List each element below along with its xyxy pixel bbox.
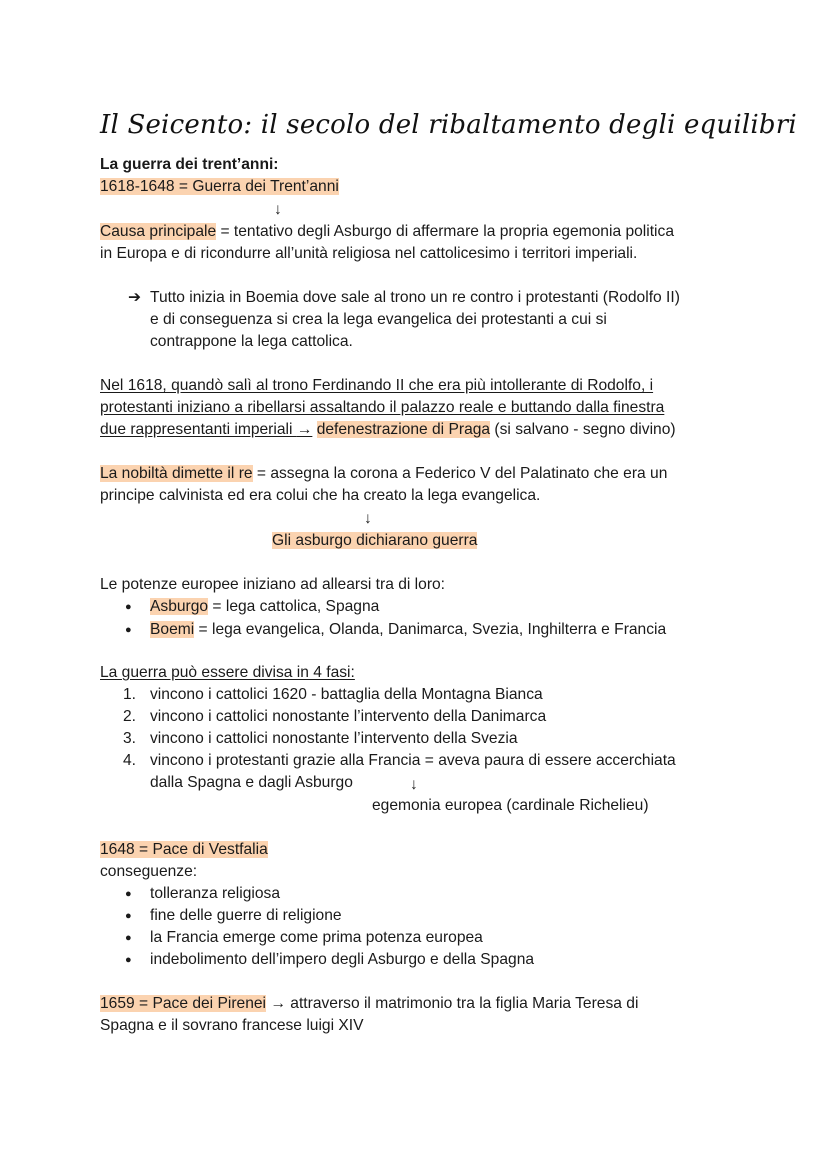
consequences-label: conseguenze: [100,863,198,880]
war-dates-highlight: 1618-1648 = Guerra dei Trent’anni [100,178,339,195]
arrow-right-icon: → [270,995,286,1012]
ferdinand-text-3: due rappresentanti imperiali [100,421,297,438]
defenestration-label: defenestrazione di Praga [316,421,491,438]
peace-pyrenees-line-1 [100,993,638,1015]
peace-pyrenees-highlight: 1659 = Pace dei Pirenei [100,995,267,1012]
phase-number: 2. [123,708,137,725]
nobility-line-1 [100,463,667,485]
bullet-dot-icon: ● [125,954,132,966]
defenestration-note: (si salvano - segno divino) [490,421,676,438]
phases-intro: La guerra può essere divisa in 4 fasi: [100,664,355,681]
bohemia-line-2: e di conseguenza si crea la lega evangelica dei protestanti a cui si [150,311,607,328]
alliance-1-label: Asburgo [150,598,209,615]
section-heading: La guerra dei trent’anni: [100,156,279,173]
phase-item: vincono i protestanti grazie alla Francia = aveva paura di essere accerchiata [150,752,676,769]
war-dates [100,176,339,198]
hegemony-note: egemonia europea (cardinale Richelieu) [372,797,649,814]
phase-item: vincono i cattolici nonostante l’intervento della Svezia [150,730,518,747]
phase-number: 4. [123,752,137,769]
bullet-dot-icon: ● [125,888,132,900]
peace-westphalia-highlight: 1648 = Pace di Vestfalia [100,841,268,858]
phase-number: 3. [123,730,137,747]
arrow-down-icon: ↓ [410,776,418,793]
cause-label: Causa principale [100,223,217,240]
alliance-2 [150,619,666,641]
alliances-intro: Le potenze europee iniziano ad allearsi tra di loro: [100,576,446,593]
ferdinand-line-3 [100,419,676,441]
ferdinand-line-1: Nel 1618, quandò salì al trono Ferdinando II che era più intollerante di Rodolfo, i [100,377,654,394]
declare-war [272,530,477,552]
phase-4-continued: dalla Spagna e dagli Asburgo [150,774,353,791]
bullet-dot-icon: ● [125,624,132,636]
pyrenees-text: attraverso il matrimonio tra la figlia Maria Teresa di [285,995,639,1012]
bullet-dot-icon: ● [125,932,132,944]
bullet-dot-icon: ● [125,910,132,922]
phase-number: 1. [123,686,137,703]
consequence-item: tolleranza religiosa [150,885,281,902]
nobility-text: = assegna la corona a Federico V del Palatinato che era un [252,465,668,482]
consequence-item: fine delle guerre di religione [150,907,342,924]
bullet-dot-icon: ● [125,601,132,613]
alliance-2-label: Boemi [150,621,195,638]
ferdinand-line-2: protestanti iniziano a ribellarsi assaltando il palazzo reale e buttando dalla finestra [100,399,665,416]
peace-pyrenees-line-2: Spagna e il sovrano francese luigi XIV [100,1017,364,1034]
phase-item: vincono i cattolici 1620 - battaglia della Montagna Bianca [150,686,543,703]
nobility-line-2: principe calvinista ed era colui che ha creato la lega evangelica. [100,487,541,504]
alliance-1 [150,596,379,618]
alliance-1-text: = lega cattolica, Spagna [208,598,380,615]
consequence-item: indebolimento dell’impero degli Asburgo e della Spagna [150,951,535,968]
cause-line-1 [100,221,674,243]
bohemia-line-1: Tutto inizia in Boemia dove sale al trono un re contro i protestanti (Rodolfo II) [150,289,680,306]
cause-line-2: in Europa e di ricondurre all’unità religiosa nel cattolicesimo i territori imperiali. [100,245,638,262]
consequence-item: la Francia emerge come prima potenza europea [150,929,483,946]
phase-item: vincono i cattolici nonostante l’intervento della Danimarca [150,708,547,725]
nobility-label: La nobiltà dimette il re [100,465,253,482]
peace-westphalia [100,839,268,861]
arrow-right-icon: → [296,421,313,438]
bohemia-line-3: contrappone la lega cattolica. [150,333,353,350]
cause-text: = tentativo degli Asburgo di affermare la propria egemonia politica [216,223,674,240]
page-title: Il Seicento: il secolo del ribaltamento degli equilibri [100,110,797,140]
arrow-bullet-icon: ➔ [128,289,142,306]
arrow-down-icon: ↓ [274,201,282,218]
arrow-down-icon: ↓ [364,510,372,527]
alliance-2-text: = lega evangelica, Olanda, Danimarca, Svezia, Inghilterra e Francia [194,621,667,638]
declare-war-highlight: Gli asburgo dichiarano guerra [272,532,478,549]
